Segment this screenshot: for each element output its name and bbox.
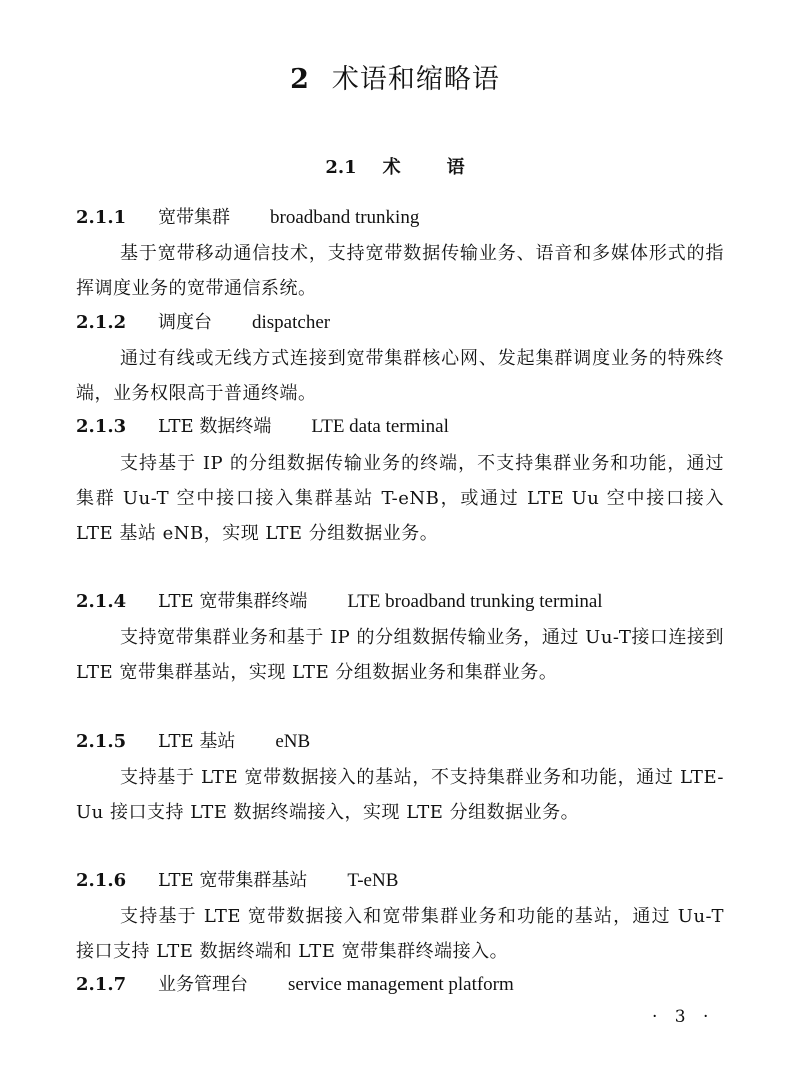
term-chinese: 宽带集群 — [158, 207, 230, 228]
term-heading — [76, 309, 736, 337]
term-number: 2.1.7 — [76, 974, 127, 995]
term-english: LTE broadband trunking terminal — [347, 591, 603, 612]
term-heading — [76, 413, 736, 441]
section-title-part2: 语 — [446, 157, 465, 178]
term-definition: 支持基于 IP 的分组数据传输业务的终端，不支持集群业务和功能，通过集群 Uu-T 空中接口接入集群基站 T-eNB，或通过 LTE Uu 空中接口接入 LTE 基站 eNB，实现 LTE 分组数据业务。 — [76, 453, 724, 544]
term-definition: 支持基于 LTE 宽带数据接入的基站，不支持集群业务和功能，通过 LTE-Uu 接口支持 LTE 数据终端接入，实现 LTE 分组数据业务。 — [76, 767, 724, 823]
chapter-number: 2 — [290, 64, 310, 95]
term-heading — [76, 971, 736, 999]
section-number: 2.1 — [325, 157, 357, 178]
term-chinese: 业务管理台 — [158, 974, 248, 995]
term-english: T-eNB — [347, 870, 399, 891]
chapter-title — [0, 62, 790, 98]
term-definition: 支持宽带集群业务和基于 IP 的分组数据传输业务，通过 Uu-T接口连接到 LTE 宽带集群基站，实现 LTE 分组数据业务和集群业务。 — [76, 627, 724, 683]
term-chinese: LTE 基站 — [158, 731, 236, 752]
term-heading — [76, 728, 736, 756]
chapter-title-text: 术语和缩略语 — [331, 64, 500, 95]
term-chinese: LTE 数据终端 — [158, 416, 272, 437]
term-number: 2.1.2 — [76, 312, 127, 333]
term-number: 2.1.3 — [76, 416, 127, 437]
term-english: broadband trunking — [270, 207, 420, 228]
term-chinese: 调度台 — [158, 312, 212, 333]
term-english: eNB — [275, 731, 311, 752]
term-number: 2.1.6 — [76, 870, 127, 891]
term-chinese: LTE 宽带集群基站 — [158, 870, 308, 891]
term-heading — [76, 204, 736, 232]
term-chinese: LTE 宽带集群终端 — [158, 591, 308, 612]
page-number: · 3 · — [652, 1007, 715, 1027]
section-title — [0, 154, 790, 182]
term-definition: 支持基于 LTE 宽带数据接入和宽带集群业务和功能的基站，通过 Uu-T 接口支持 LTE 数据终端和 LTE 宽带集群终端接入。 — [76, 906, 724, 962]
term-number: 2.1.1 — [76, 207, 127, 228]
section-title-part1: 术 — [382, 157, 401, 178]
term-definition: 基于宽带移动通信技术，支持宽带数据传输业务、语音和多媒体形式的指挥调度业务的宽带通信系统。 — [76, 243, 724, 299]
term-english: dispatcher — [252, 312, 331, 333]
term-heading — [76, 867, 736, 895]
term-heading — [76, 588, 736, 616]
term-number: 2.1.4 — [76, 591, 127, 612]
term-english: LTE data terminal — [311, 416, 449, 437]
term-number: 2.1.5 — [76, 731, 127, 752]
term-definition: 通过有线或无线方式连接到宽带集群核心网、发起集群调度业务的特殊终端，业务权限高于普通终端。 — [76, 348, 724, 404]
term-english: service management platform — [288, 974, 514, 995]
